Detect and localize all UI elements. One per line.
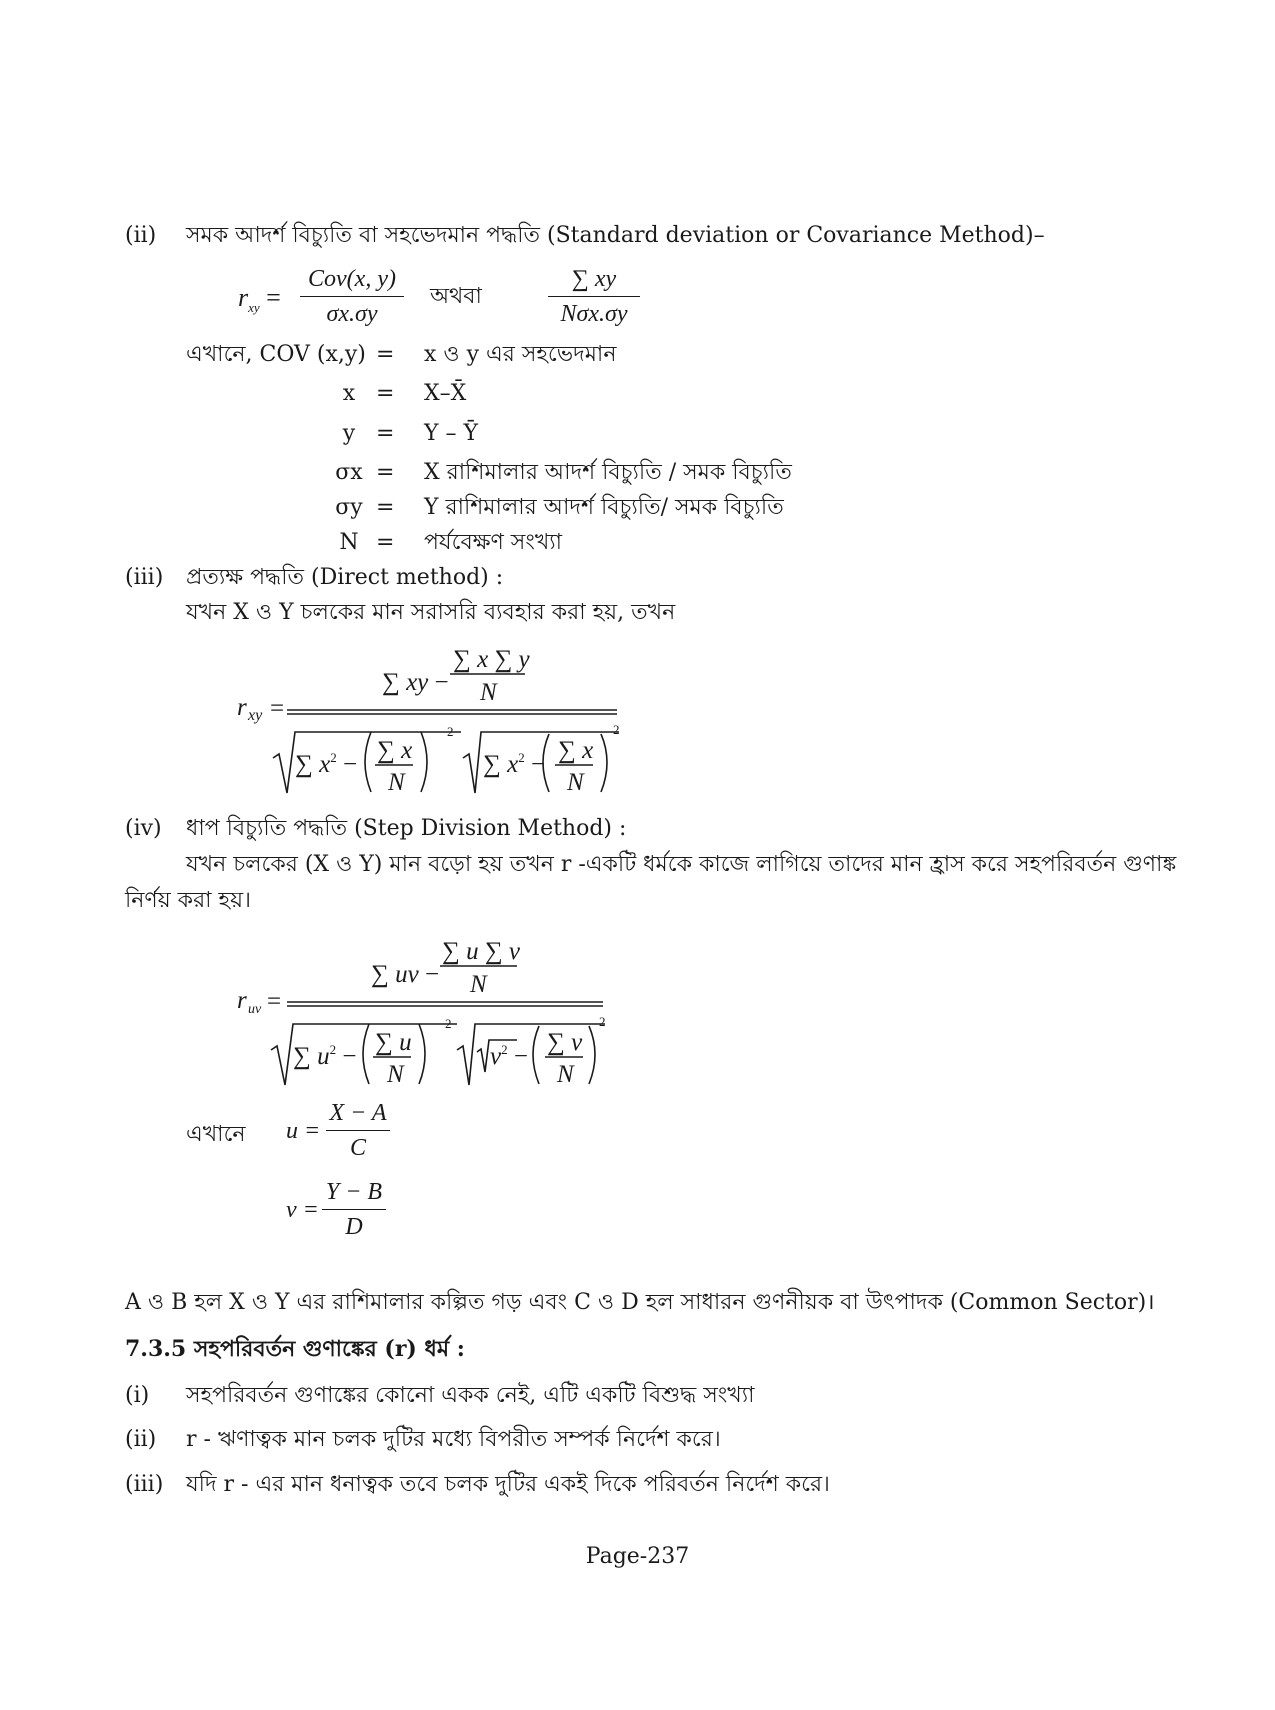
section-iii-heading: প্রত্যক্ষ পদ্ধতি (Direct method) : [186, 565, 504, 590]
svg-text:∑ x: ∑ x [377, 737, 413, 764]
svg-text:xy: xy [248, 707, 263, 724]
section-ii-heading: সমক আদর্শ বিচ্যুতি বা সহভেদমান পদ্ধতি (Standard deviation or Covariance Method)– [186, 223, 1045, 248]
where-symbol: σy [335, 495, 363, 520]
properties-heading: 7.3.5 সহপরিবর্তন গুণাঙ্কের (r) ধর্ম : [125, 1336, 465, 1362]
where-value: X–X̄ [424, 381, 467, 406]
v-lhs: v = [286, 1197, 319, 1223]
where-equals: = [376, 460, 395, 485]
svg-text:∑ x: ∑ x [558, 737, 594, 764]
svg-text:=: = [270, 695, 285, 722]
section-iii-line: যখন X ও Y চলকের মান সরাসরি ব্যবহার করা হয়, তখন [186, 600, 676, 625]
property-text: r - ঋণাত্বক মান চলক দুটির মধ্যে বিপরীত সম্পর্ক নির্দেশ করে। [186, 1427, 721, 1452]
page-number: Page-237 [585, 1544, 690, 1569]
covariance-fraction: Cov(x, y) σx.σy [300, 264, 404, 329]
covariance-fraction-alt: ∑ xy Nσx.σy [548, 264, 640, 329]
svg-text:∑ u2 −: ∑ $u^2$ − [293, 1042, 357, 1070]
svg-text:∑ x2 −: ∑ $x^2$ − [295, 750, 358, 778]
svg-text:∑ u ∑ v: ∑ u ∑ v [442, 938, 521, 965]
where-equals: = [376, 530, 395, 555]
where-value: X রাশিমালার আদর্শ বিচ্যুতি / সমক বিচ্যুতি [424, 460, 792, 485]
where-value: x ও y এর সহভেদমান [424, 342, 617, 367]
where-symbol: x [342, 381, 356, 406]
where-value: Y – Ȳ [424, 421, 479, 446]
where-symbol: N [339, 530, 359, 555]
where-label-iv: এখানে [186, 1122, 246, 1147]
svg-text:2: 2 [447, 724, 454, 739]
svg-text:uv: uv [248, 1002, 262, 1017]
svg-text:N: N [557, 1061, 574, 1088]
direct-method-formula [225, 640, 625, 800]
property-text: সহপরিবর্তন গুণাঙ্কের কোনো একক নেই, এটি একটি বিশুদ্ধ সংখ্যা [186, 1383, 755, 1408]
where-symbol: σx [335, 460, 363, 485]
svg-text:∑ x ∑ y: ∑ x ∑ y [453, 646, 530, 673]
or-text: অথবা [430, 284, 482, 309]
formula-lhs: $r_{xy}$ = [238, 283, 281, 316]
where-symbol: y [342, 421, 356, 446]
svg-text:∑ v: ∑ v [547, 1029, 583, 1056]
where-equals: = [376, 342, 395, 367]
svg-text:2: 2 [613, 722, 620, 737]
step-division-formula [225, 932, 625, 1092]
property-number: (i) [125, 1383, 150, 1408]
svg-text:N: N [480, 679, 497, 706]
svg-text:r: r [237, 694, 247, 721]
property-number: (ii) [125, 1427, 157, 1452]
where-equals: = [376, 421, 395, 446]
svg-text:=: = [267, 988, 282, 1015]
svg-text:N: N [388, 769, 405, 796]
section-iv-number: (iv) [125, 816, 162, 841]
svg-text:2: 2 [445, 1016, 452, 1031]
section-iv-heading: ধাপ বিচ্যুতি পদ্ধতি (Step Division Method) : [186, 816, 627, 841]
section-iv-line1: যখন চলকের (X ও Y) মান বড়ো হয় তখন r -একটি ধর্মকে কাজে লাগিয়ে তাদের মান হ্রাস করে সহপরিবর্তন গুণাঙ্ক [186, 852, 1177, 877]
where-value: Y রাশিমালার আদর্শ বিচ্যুতি/ সমক বিচ্যুতি [424, 495, 784, 520]
where-equals: = [376, 495, 395, 520]
svg-text:∑ xy −: ∑ xy − [382, 669, 449, 696]
u-lhs: u = [286, 1118, 321, 1144]
where-value: পর্যবেক্ষণ সংখ্যা [424, 530, 563, 555]
v-fraction: Y − B D [322, 1177, 386, 1242]
svg-text:v2 −: $v^2$ − [490, 1042, 528, 1070]
svg-text:∑ u: ∑ u [375, 1029, 412, 1056]
section-iv-line2: নির্ণয় করা হয়। [125, 888, 251, 913]
svg-text:N: N [387, 1061, 404, 1088]
u-fraction: X − A C [326, 1098, 390, 1163]
svg-text:N: N [470, 971, 487, 998]
svg-text:N: N [567, 769, 584, 796]
svg-text:2: 2 [599, 1014, 606, 1029]
section-iii-number: (iii) [125, 565, 164, 590]
assumed-mean-note: A ও B হল X ও Y এর রাশিমালার কল্পিত গড় এবং C ও D হল সাধারন গুণনীয়ক বা উৎপাদক (Common Sector)। [125, 1290, 1155, 1315]
where-equals: = [376, 381, 395, 406]
property-text: যদি r - এর মান ধনাত্বক তবে চলক দুটির একই দিকে পরিবর্তন নির্দেশ করে। [186, 1472, 830, 1497]
svg-text:∑ uv −: ∑ uv − [371, 961, 440, 988]
svg-text:r: r [237, 987, 247, 1014]
section-ii-number: (ii) [125, 223, 157, 248]
property-number: (iii) [125, 1472, 164, 1497]
where-label: এখানে, COV (x,y) [186, 342, 366, 367]
svg-text:∑ x2 −: ∑ $x^2$ − [483, 750, 546, 778]
